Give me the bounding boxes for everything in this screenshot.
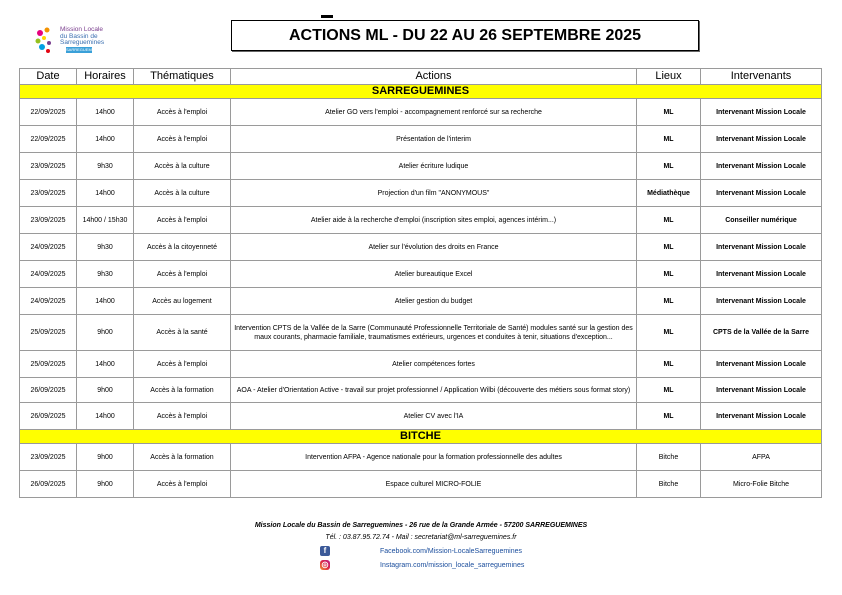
cell-speaker: AFPA: [701, 444, 822, 471]
table-row: [20, 180, 822, 207]
cell-theme: Accès à la santé: [134, 315, 231, 351]
cell-action: Projection d'un film "ANONYMOUS": [231, 180, 637, 207]
cell-speaker: Intervenant Mission Locale: [701, 153, 822, 180]
cell-theme: Accès à la culture: [134, 153, 231, 180]
cell-speaker: Intervenant Mission Locale: [701, 234, 822, 261]
cell-theme: Accès à l'emploi: [134, 99, 231, 126]
table-row: [20, 403, 822, 430]
logo-line2: du Bassin de: [60, 32, 98, 40]
cell-speaker: Intervenant Mission Locale: [701, 378, 822, 403]
cell-speaker: Conseiller numérique: [701, 207, 822, 234]
header-intervenants: Intervenants: [701, 69, 822, 85]
cell-theme: Accès à l'emploi: [134, 351, 231, 378]
table-row: [20, 471, 822, 498]
cell-date: 24/09/2025: [20, 261, 77, 288]
instagram-icon: ◎: [321, 560, 329, 569]
instagram-text: Instagram.com/mission_locale_sarreguemines: [380, 561, 525, 569]
cell-action: Espace culturel MICRO-FOLIE: [231, 471, 637, 498]
cell-action: Intervention CPTS de la Vallée de la Sarre (Communauté Professionnelle Territoriale de Santé) modules santé sur la gestion des maux courants, pharmacie familiale, traumatismes extérieurs, urgences et conduites à tenir, situations d'exception...: [231, 315, 637, 351]
cell-time: 9h30: [77, 234, 134, 261]
cell-action: Atelier GO vers l'emploi - accompagnement renforcé sur sa recherche: [231, 99, 637, 126]
cell-place: ML: [637, 234, 701, 261]
table-row: [20, 261, 822, 288]
cell-action: Présentation de l'interim: [231, 126, 637, 153]
cell-place: ML: [637, 288, 701, 315]
cell-speaker: Intervenant Mission Locale: [701, 261, 822, 288]
title-mark: [321, 15, 333, 18]
table-header-row: [20, 69, 822, 85]
section-row: [20, 85, 822, 99]
cell-place: ML: [637, 126, 701, 153]
cell-theme: Accès à la culture: [134, 180, 231, 207]
table-row: [20, 351, 822, 378]
cell-speaker: Intervenant Mission Locale: [701, 351, 822, 378]
cell-action: Atelier aide à la recherche d'emploi (inscription sites emploi, agences intérim...): [231, 207, 637, 234]
header-thematiques: Thématiques: [134, 69, 231, 85]
section-title: BITCHE: [20, 430, 822, 444]
cell-date: 26/09/2025: [20, 471, 77, 498]
cell-action: Intervention AFPA - Agence nationale pour la formation professionnelle des adultes: [231, 444, 637, 471]
table-row: [20, 126, 822, 153]
cell-speaker: Intervenant Mission Locale: [701, 288, 822, 315]
schedule-table: [19, 68, 822, 498]
logo-dots-icon: [34, 26, 62, 56]
cell-theme: Accès à la citoyenneté: [134, 234, 231, 261]
cell-action: Atelier compétences fortes: [231, 351, 637, 378]
facebook-icon: f: [320, 546, 330, 556]
cell-date: 23/09/2025: [20, 180, 77, 207]
section-title: SARREGUEMINES: [20, 85, 822, 99]
cell-time: 14h00: [77, 351, 134, 378]
cell-time: 9h00: [77, 315, 134, 351]
cell-place: Médiathèque: [637, 180, 701, 207]
cell-action: Atelier bureautique Excel: [231, 261, 637, 288]
cell-time: 14h00: [77, 403, 134, 430]
cell-speaker: CPTS de la Vallée de la Sarre: [701, 315, 822, 351]
cell-theme: Accès à l'emploi: [134, 126, 231, 153]
cell-place: ML: [637, 351, 701, 378]
facebook-text: Facebook.com/Mission-LocaleSarreguemines: [380, 547, 523, 555]
cell-place: ML: [637, 378, 701, 403]
cell-time: 14h00: [77, 99, 134, 126]
cell-theme: Accès à l'emploi: [134, 261, 231, 288]
cell-place: ML: [637, 315, 701, 351]
cell-action: Atelier sur l'évolution des droits en France: [231, 234, 637, 261]
cell-theme: Accès à la formation: [134, 378, 231, 403]
cell-time: 9h30: [77, 153, 134, 180]
table-body: [20, 85, 822, 498]
logo: [34, 24, 154, 58]
cell-place: ML: [637, 207, 701, 234]
cell-speaker: Intervenant Mission Locale: [701, 403, 822, 430]
table-row: [20, 99, 822, 126]
cell-date: 23/09/2025: [20, 207, 77, 234]
header-horaires: Horaires: [77, 69, 134, 85]
cell-time: 9h00: [77, 378, 134, 403]
cell-theme: Accès à l'emploi: [134, 207, 231, 234]
cell-date: 24/09/2025: [20, 288, 77, 315]
cell-action: Atelier écriture ludique: [231, 153, 637, 180]
cell-place: ML: [637, 153, 701, 180]
cell-time: 14h00: [77, 126, 134, 153]
table-row: [20, 315, 822, 351]
cell-place: Bitche: [637, 471, 701, 498]
cell-speaker: Intervenant Mission Locale: [701, 99, 822, 126]
cell-date: 26/09/2025: [20, 378, 77, 403]
header-actions: Actions: [231, 69, 637, 85]
cell-date: 22/09/2025: [20, 126, 77, 153]
cell-speaker: Intervenant Mission Locale: [701, 126, 822, 153]
cell-time: 9h00: [77, 471, 134, 498]
cell-time: 14h00: [77, 288, 134, 315]
cell-time: 9h30: [77, 261, 134, 288]
cell-date: 24/09/2025: [20, 234, 77, 261]
cell-date: 25/09/2025: [20, 315, 77, 351]
table-row: [20, 444, 822, 471]
cell-action: Atelier CV avec l'IA: [231, 403, 637, 430]
cell-date: 25/09/2025: [20, 351, 77, 378]
table-row: [20, 288, 822, 315]
cell-place: Bitche: [637, 444, 701, 471]
page-title: ACTIONS ML - DU 22 AU 26 SEPTEMBRE 2025: [231, 20, 699, 51]
cell-place: ML: [637, 403, 701, 430]
logo-line1: Mission Locale: [60, 26, 103, 33]
cell-place: ML: [637, 99, 701, 126]
cell-date: 23/09/2025: [20, 153, 77, 180]
cell-speaker: Micro-Folie Bitche: [701, 471, 822, 498]
footer-contact: Tél. : 03.87.95.72.74 - Mail : secretariat@ml-sarreguemines.fr: [325, 534, 517, 541]
cell-action: AOA - Atelier d'Orientation Active - travail sur projet professionnel / Application Wilbi (découverte des métiers sous format story): [231, 378, 637, 403]
logo-text: [60, 27, 104, 47]
cell-theme: Accès à l'emploi: [134, 471, 231, 498]
cell-theme: Accès au logement: [134, 288, 231, 315]
logo-line3: Sarreguemines: [60, 39, 105, 46]
facebook-link[interactable]: [320, 546, 522, 556]
table-row: [20, 234, 822, 261]
table-row: [20, 207, 822, 234]
cell-date: 23/09/2025: [20, 444, 77, 471]
cell-action: Atelier gestion du budget: [231, 288, 637, 315]
cell-place: ML: [637, 261, 701, 288]
logo-badge: SARREGUEMINES: [66, 47, 102, 52]
footer-address: Mission Locale du Bassin de Sarreguemines - 26 rue de la Grande Armée - 57200 SARREGUEMINES: [254, 522, 588, 529]
section-row: [20, 430, 822, 444]
table-row: [20, 378, 822, 403]
table-row: [20, 153, 822, 180]
cell-time: 14h00: [77, 180, 134, 207]
cell-time: 9h00: [77, 444, 134, 471]
cell-theme: Accès à la formation: [134, 444, 231, 471]
cell-date: 26/09/2025: [20, 403, 77, 430]
header-lieux: Lieux: [637, 69, 701, 85]
instagram-link[interactable]: [320, 560, 524, 570]
cell-date: 22/09/2025: [20, 99, 77, 126]
cell-theme: Accès à l'emploi: [134, 403, 231, 430]
header-date: Date: [20, 69, 77, 85]
cell-speaker: Intervenant Mission Locale: [701, 180, 822, 207]
cell-time: 14h00 / 15h30: [77, 207, 134, 234]
